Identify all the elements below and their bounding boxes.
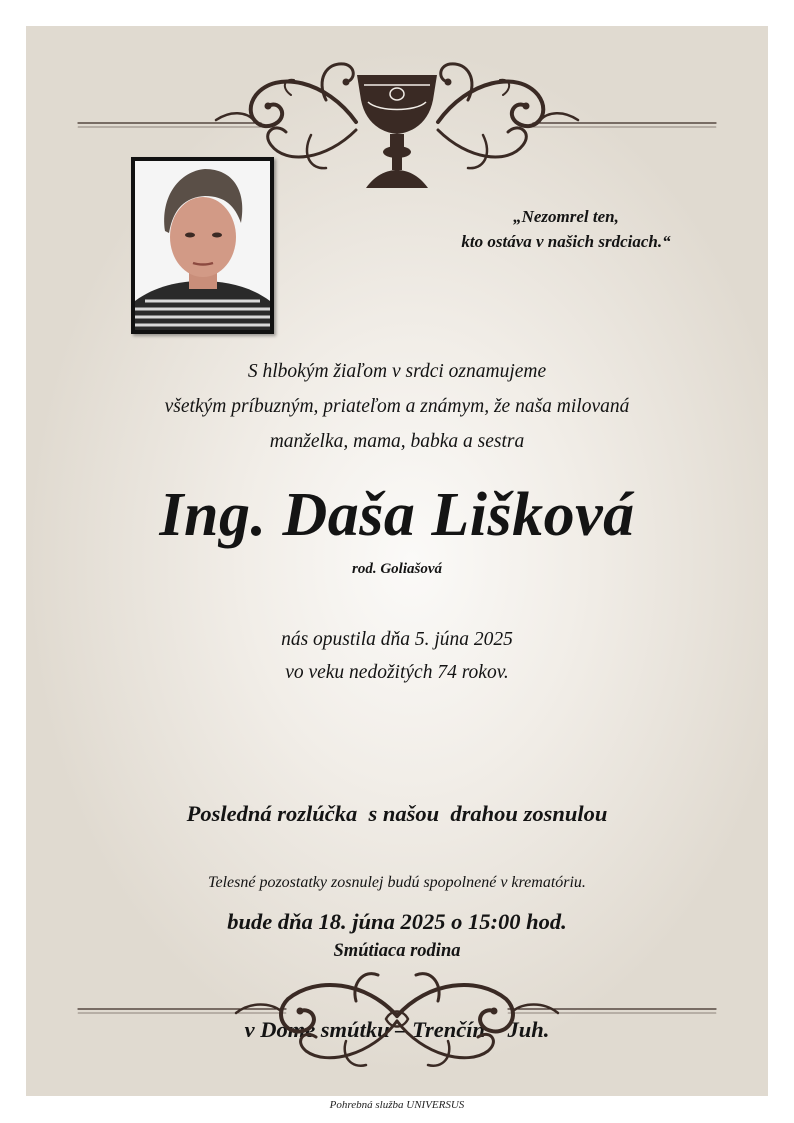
funeral-date-time: bude dňa 18. júna 2025 o 15:00 hod. [227, 909, 567, 934]
age-at-death: vo veku nedožitých 74 rokov. [285, 662, 509, 683]
announcement-line-1: S hlbokým žiaľom v srdci oznamujeme [247, 361, 547, 382]
maiden-name: rod. Goliašová [352, 561, 442, 577]
funeral-location: v Dome smútku – Trenčín – Juh. [244, 1017, 550, 1042]
death-details [26, 623, 768, 689]
obituary-card [26, 26, 768, 1096]
mourning-family-signature: Smútiaca rodina [333, 941, 461, 961]
memorial-quote [406, 204, 726, 254]
announcement-text [26, 354, 768, 459]
remains-note: Telesné pozostatky zosnulej budú spopolnené v krematóriu. [208, 874, 586, 891]
announcement-line-2: všetkým príbuzným, priateľom a známym, že naša milovaná [164, 396, 630, 417]
death-date: nás opustila dňa 5. júna 2025 [281, 629, 513, 650]
deceased-name: Ing. Daša Lišková [159, 481, 635, 549]
quote-line-2: kto ostáva v našich srdciach.“ [461, 232, 671, 251]
portrait-image [135, 161, 270, 330]
portrait-photo [131, 157, 274, 334]
funeral-service-credit: Pohrebná služba UNIVERSUS [329, 1099, 465, 1111]
announcement-line-3: manželka, mama, babka a sestra [269, 431, 525, 452]
bottom-flourish-icon [26, 961, 768, 1081]
funeral-line-1: Posledná rozlúčka s našou drahou zosnulou [186, 801, 608, 826]
quote-line-1: „Nezomrel ten, [513, 207, 619, 226]
